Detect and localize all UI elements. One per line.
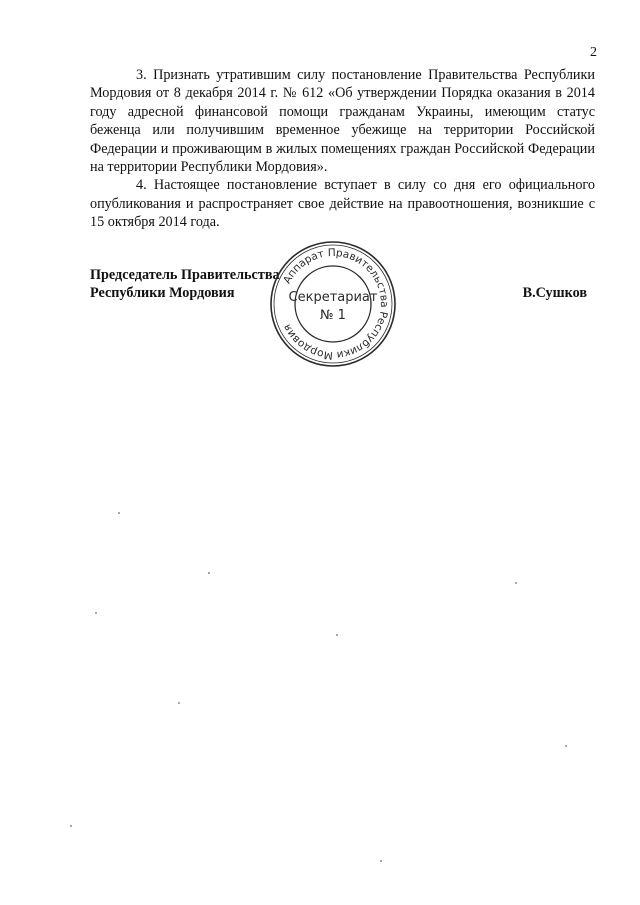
stamp-ring-text-path: Аппарат Правительства Республики Мордовия [281, 246, 391, 362]
signatory-title-line-2: Республики Мордовия [90, 285, 235, 301]
scan-speck [70, 825, 72, 827]
scan-speck [565, 745, 567, 747]
stamp-center-line-1: Секретариат [288, 290, 378, 305]
scan-speck [380, 860, 382, 862]
scan-speck [95, 612, 97, 614]
scan-speck [515, 582, 517, 584]
scan-speck [336, 634, 338, 636]
paragraph-4: 4. Настоящее постановление вступает в силу со дня его официального опубликования и распространяет свое действие на правоотношения, возникшие с 15 октября 2014 года. [90, 177, 595, 231]
stamp-center-line-2: № 1 [320, 308, 346, 323]
page-number: 2 [590, 45, 597, 60]
signatory-name: В.Сушков [522, 285, 587, 301]
scan-speck [208, 572, 210, 574]
document-body [90, 66, 595, 232]
scan-speck [178, 702, 180, 704]
paragraph-3: 3. Признать утратившим силу постановление Правительства Республики Мордовия от 8 декабря 2014 г. № 612 «Об утверждении Порядка оказания в 2014 году адресной финансовой помощи гражданам Украины, имеющим статус беженца или получившим временное убежище на территории Российской Федерации и проживающим в жилых помещениях граждан Российской Федерации на территории Республики Мордовия». [90, 67, 595, 176]
scan-speck [118, 512, 120, 514]
official-stamp [268, 239, 398, 369]
stamp-seal-icon [268, 239, 398, 369]
signatory-title-line-1: Председатель Правительства [90, 267, 280, 283]
